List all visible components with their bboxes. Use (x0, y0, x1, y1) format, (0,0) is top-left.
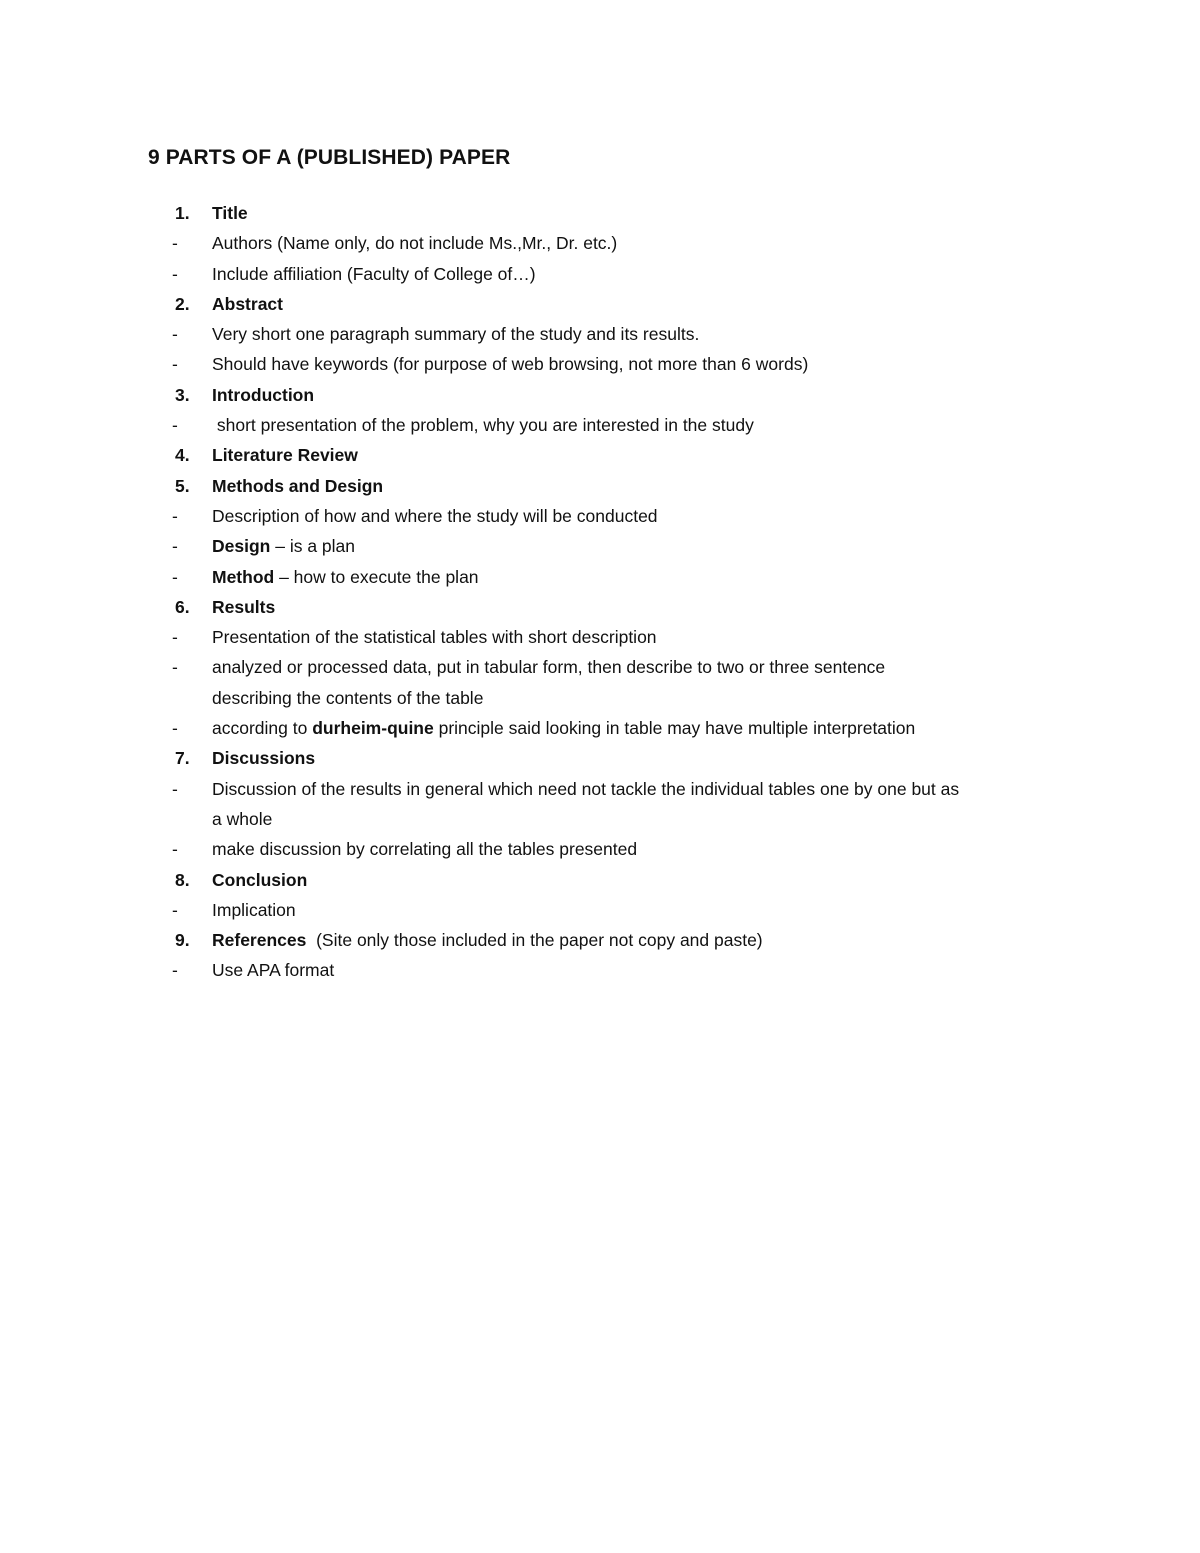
section-title-note: (Site only those included in the paper not copy and paste) (306, 930, 763, 951)
section-number: 1. (175, 203, 190, 223)
section-heading (0, 198, 1200, 228)
bullet-marker: - (172, 505, 178, 526)
bullet-text (212, 349, 808, 379)
bullet-item (0, 834, 1200, 864)
bullet-marker: - (172, 627, 178, 648)
section-title (212, 198, 248, 228)
bullet-text (212, 562, 479, 592)
text-run: according to (212, 718, 313, 739)
section-number: 4. (175, 445, 190, 466)
section-title (212, 925, 763, 955)
bullet-item (0, 349, 1200, 379)
text-run: – is a plan (270, 536, 355, 557)
bullet-item (0, 713, 1200, 743)
section-heading (0, 471, 1200, 501)
bold-term: Method (212, 566, 275, 587)
bullet-text (212, 683, 483, 713)
text-run: Implication (212, 899, 296, 920)
section-title (212, 289, 283, 319)
section-title-text: Conclusion (212, 869, 308, 890)
bullet-text (212, 652, 885, 682)
text-run: describing the contents of the table (212, 687, 484, 708)
bullet-marker: - (172, 324, 178, 345)
bullet-text (212, 895, 296, 925)
text-run: Discussion of the results in general which need not tackle the individual tables one by one but as (212, 778, 960, 799)
bullet-text (212, 955, 334, 985)
bullet-marker: - (172, 566, 178, 587)
text-run: short presentation of the problem, why you are interested in the study (212, 415, 754, 436)
bullet-text (212, 410, 754, 440)
text-run: analyzed or processed data, put in tabular form, then describe to two or three sentence (212, 657, 886, 678)
bullet-item (0, 319, 1200, 349)
bullet-marker: - (172, 657, 178, 678)
bullet-marker: - (172, 536, 178, 557)
section-title (212, 380, 314, 410)
bullet-text (212, 319, 699, 349)
bullet-item-continuation (0, 804, 1200, 834)
section-number: 3. (175, 384, 190, 405)
bullet-item-continuation (0, 683, 1200, 713)
section-heading (0, 743, 1200, 773)
bullet-item (0, 622, 1200, 652)
section-number: 6. (175, 596, 190, 617)
bullet-item (0, 562, 1200, 592)
bullet-text (212, 834, 637, 864)
section-heading (0, 925, 1200, 955)
section-heading (0, 289, 1200, 319)
section-title-text: References (212, 930, 307, 951)
bullet-item (0, 259, 1200, 289)
text-run: principle said looking in table may have multiple interpretation (433, 718, 916, 739)
section-title-text: Results (212, 596, 276, 617)
bullet-marker: - (172, 415, 178, 436)
document-title: 9 PARTS OF A (PUBLISHED) PAPER (148, 146, 511, 169)
section-number: 9. (175, 930, 190, 951)
bullet-text (212, 531, 355, 561)
bullet-text (212, 228, 617, 258)
text-run: make discussion by correlating all the tables presented (212, 839, 638, 860)
section-title-text: Methods and Design (212, 475, 384, 496)
bullet-item (0, 228, 1200, 258)
section-heading (0, 440, 1200, 470)
bullet-item (0, 774, 1200, 804)
section-heading (0, 380, 1200, 410)
bullet-item (0, 652, 1200, 682)
text-run: Should have keywords (for purpose of web browsing, not more than 6 words) (212, 354, 809, 375)
section-title (212, 440, 358, 470)
bullet-marker: - (172, 718, 178, 739)
text-run: Use APA format (212, 960, 335, 981)
text-run: – how to execute the plan (274, 566, 479, 587)
section-title-text: Discussions (212, 748, 316, 769)
section-title (212, 592, 275, 622)
section-number: 2. (175, 293, 190, 314)
section-number: 7. (175, 748, 190, 769)
bullet-item (0, 955, 1200, 985)
text-run: Very short one paragraph summary of the study and its results. (212, 324, 700, 345)
text-run: a whole (212, 808, 273, 829)
bullet-text (212, 622, 657, 652)
bullet-item (0, 895, 1200, 925)
bullet-text (212, 501, 658, 531)
document-outline (0, 198, 1200, 986)
bullet-text (212, 804, 272, 834)
section-title-text: Introduction (212, 384, 315, 405)
bullet-marker: - (172, 263, 178, 284)
bullet-item (0, 531, 1200, 561)
bullet-marker: - (172, 233, 178, 254)
section-number: 8. (175, 869, 190, 890)
text-run: Authors (Name only, do not include Ms.,Mr., Dr. etc.) (212, 233, 618, 254)
section-title (212, 865, 307, 895)
bullet-marker: - (172, 899, 178, 920)
section-heading (0, 865, 1200, 895)
section-heading (0, 592, 1200, 622)
bullet-text (212, 713, 915, 743)
section-title-text: Literature Review (212, 445, 358, 466)
bullet-marker: - (172, 960, 178, 981)
section-title-text: Title (212, 203, 248, 223)
section-title-text: Abstract (212, 293, 283, 314)
bullet-text (212, 259, 536, 289)
section-title (212, 471, 383, 501)
text-run: Include affiliation (Faculty of College of…) (212, 263, 536, 284)
bold-term: Design (212, 536, 271, 557)
bullet-marker: - (172, 839, 178, 860)
text-run: Description of how and where the study will be conducted (212, 505, 658, 526)
bullet-text (212, 774, 959, 804)
bullet-item (0, 501, 1200, 531)
section-number: 5. (175, 475, 190, 496)
section-title (212, 743, 315, 773)
bullet-item (0, 410, 1200, 440)
bold-term: durheim-quine (312, 718, 434, 739)
text-run: Presentation of the statistical tables with short description (212, 627, 657, 648)
bullet-marker: - (172, 354, 178, 375)
bullet-marker: - (172, 778, 178, 799)
